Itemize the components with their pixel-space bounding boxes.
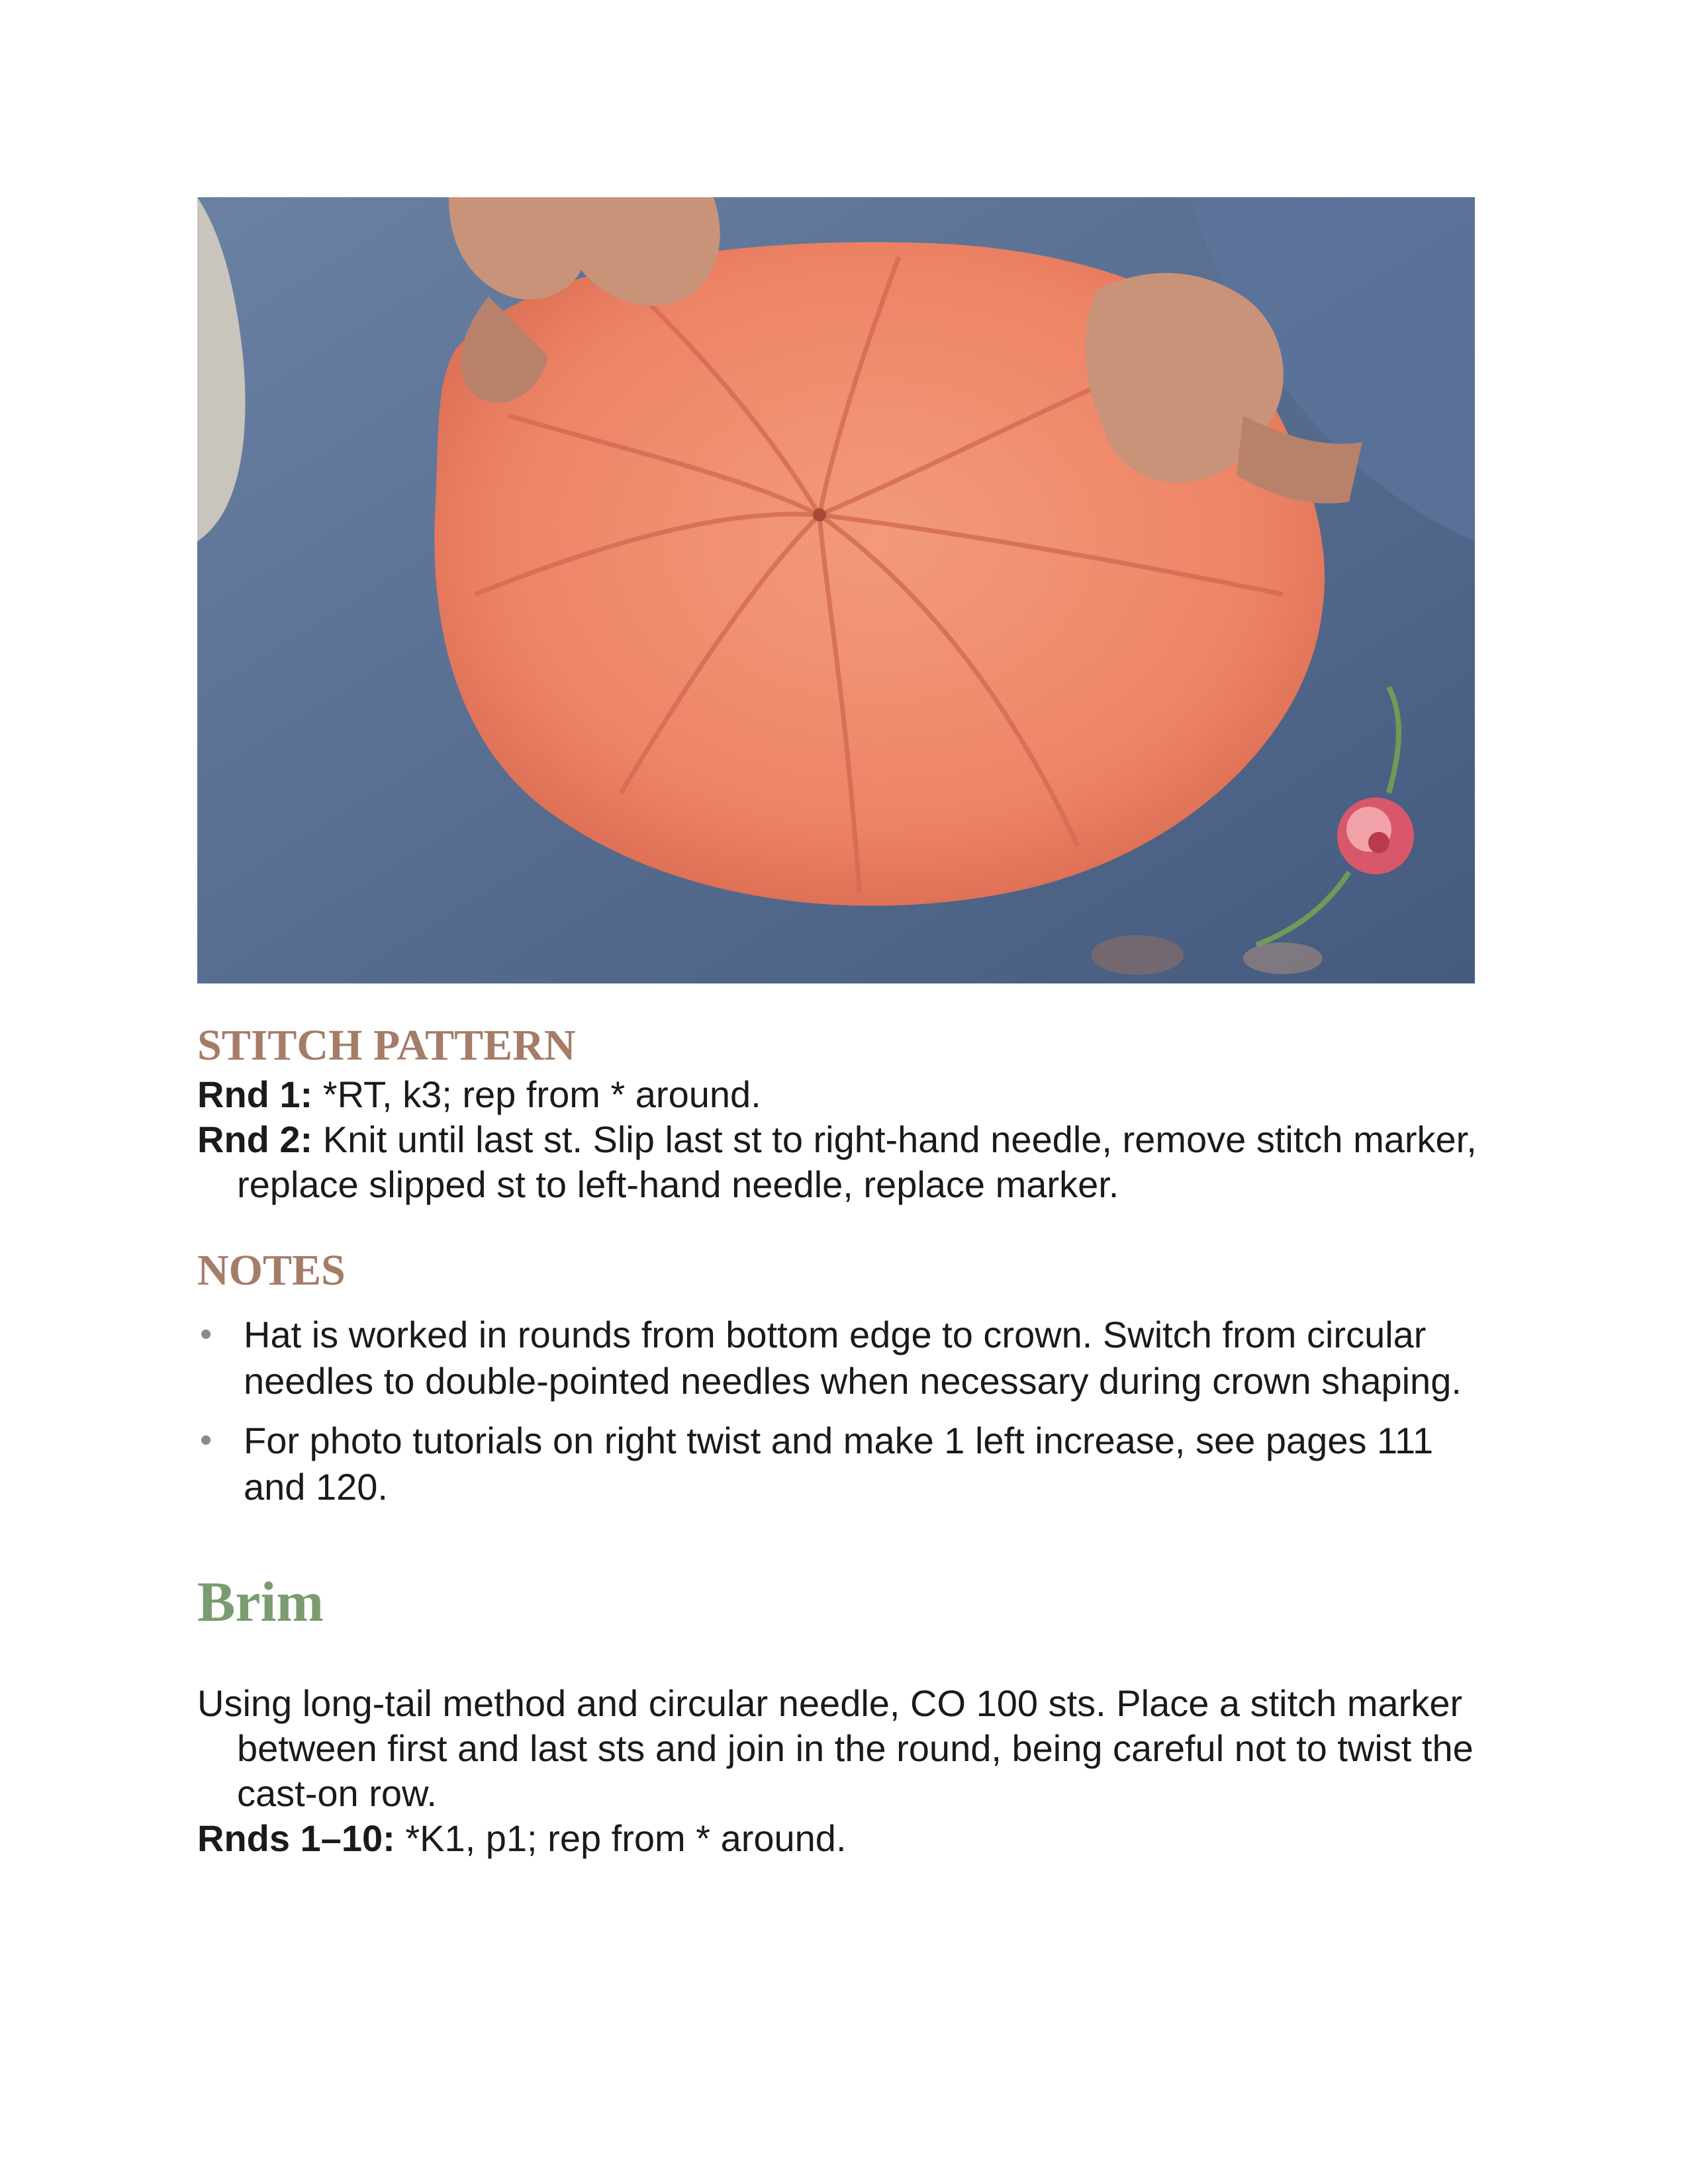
bullet-icon: •	[200, 1421, 212, 1459]
notes-heading: NOTES	[197, 1246, 346, 1295]
rnd-1-label: Rnd 1:	[197, 1073, 313, 1115]
rnd-2-instruction	[197, 1117, 1495, 1207]
list-item	[197, 1312, 1495, 1404]
hat-photo-illustration	[197, 197, 1475, 983]
brim-intro: Using long-tail method and circular needle, CO 100 sts. Place a stitch marker between first and last sts and join in the round, being careful not to twist the cast-on row.	[197, 1682, 1474, 1814]
brim-rnds-instruction	[197, 1816, 1495, 1861]
rnd-2-text: Knit until last st. Slip last st to right-hand needle, remove stitch marker, replace slipped st to left-hand needle, replace marker.	[237, 1118, 1477, 1205]
rnd-1-instruction	[197, 1072, 1495, 1117]
list-item	[197, 1418, 1495, 1510]
rnd-1-text: *RT, k3; rep from * around.	[312, 1073, 761, 1115]
note-text: Hat is worked in rounds from bottom edge to crown. Switch from circular needles to double-pointed needles when necessary during crown shaping.	[244, 1314, 1462, 1402]
hat-photo	[197, 197, 1475, 983]
notes-list	[197, 1312, 1495, 1510]
rnd-2-label: Rnd 2:	[197, 1118, 313, 1160]
note-text: For photo tutorials on right twist and make 1 left increase, see pages 111 and 120.	[244, 1420, 1434, 1508]
brim-rnds-text: *K1, p1; rep from * around.	[395, 1817, 847, 1859]
bullet-icon: •	[200, 1315, 212, 1353]
brim-heading: Brim	[197, 1570, 324, 1633]
stitch-pattern-heading: STITCH PATTERN	[197, 1021, 576, 1069]
pattern-content	[197, 1019, 1495, 1861]
brim-rnds-label: Rnds 1–10:	[197, 1817, 395, 1859]
